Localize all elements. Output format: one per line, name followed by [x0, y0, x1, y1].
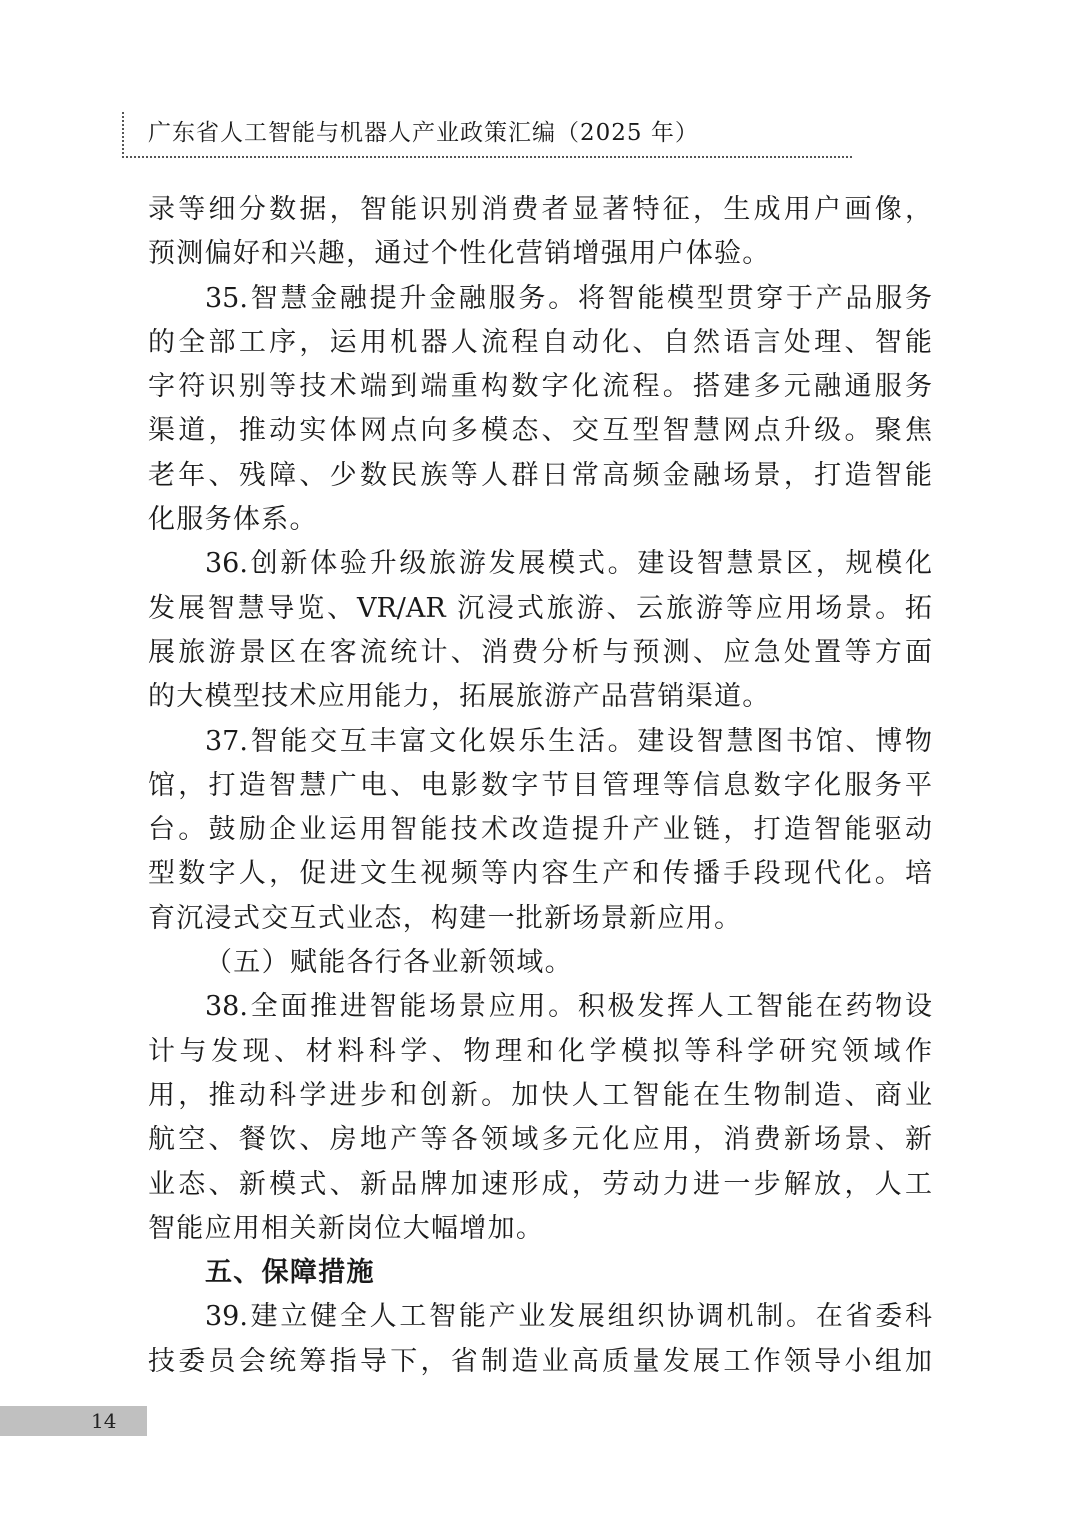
text-line: 发展智慧导览、VR/AR 沉浸式旅游、云旅游等应用场景。拓	[148, 592, 932, 624]
text-line: 技委员会统筹指导下，省制造业高质量发展工作领导小组加	[148, 1345, 932, 1377]
text-line: 育沉浸式交互式业态，构建一批新场景新应用。	[148, 902, 743, 934]
text-line: 计与发现、材料科学、物理和化学模拟等科学研究领域作	[148, 1035, 932, 1067]
body-text	[148, 188, 932, 1384]
text-line: 化服务体系。	[148, 504, 318, 536]
text-line: 台。鼓励企业运用智能技术改造提升产业链，打造智能驱动	[148, 814, 932, 846]
text-line: 的全部工序，运用机器人流程自动化、自然语言处理、智能	[148, 326, 932, 358]
text-line: 型数字人，促进文生视频等内容生产和传播手段现代化。培	[148, 858, 932, 890]
text-line: 智能应用相关新岗位大幅增加。	[148, 1212, 545, 1244]
section-heading-safeguards: 五、保障措施	[205, 1257, 375, 1289]
item-38-heading-line: 38.全面推进智能场景应用。积极发挥人工智能在药物设	[205, 991, 932, 1023]
text-line: 展旅游景区在客流统计、消费分析与预测、应急处置等方面	[148, 636, 932, 668]
item-35-heading-line: 35.智慧金融提升金融服务。将智能模型贯穿于产品服务	[205, 282, 932, 314]
text-line: 字符识别等技术端到端重构数字化流程。搭建多元融通服务	[148, 371, 932, 403]
section-5-subheading: （五）赋能各行各业新领域。	[205, 947, 573, 979]
text-line: 用，推动科学进步和创新。加快人工智能在生物制造、商业	[148, 1079, 932, 1111]
item-37-heading-line: 37.智能交互丰富文化娱乐生活。建设智慧图书馆、博物	[205, 725, 932, 757]
text-line: 老年、残障、少数民族等人群日常高频金融场景，打造智能	[148, 459, 932, 491]
item-39-heading-line: 39.建立健全人工智能产业发展组织协调机制。在省委科	[205, 1301, 932, 1333]
page-number-box	[0, 1406, 147, 1436]
text-line: 馆，打造智慧广电、电影数字节目管理等信息数字化服务平	[148, 769, 932, 801]
text-line: 录等细分数据，智能识别消费者显著特征，生成用户画像，	[148, 194, 932, 225]
item-36-heading-line: 36.创新体验升级旅游发展模式。建设智慧景区，规模化	[205, 548, 932, 580]
text-line: 业态、新模式、新品牌加速形成，劳动力进一步解放，人工	[148, 1168, 932, 1200]
text-line: 预测偏好和兴趣，通过个性化营销增强用户体验。	[148, 238, 771, 270]
running-header	[122, 112, 852, 158]
text-line: 的大模型技术应用能力，拓展旅游产品营销渠道。	[148, 681, 771, 713]
header-title: 广东省人工智能与机器人产业政策汇编（2025 年）	[148, 120, 699, 146]
text-line: 渠道，推动实体网点向多模态、交互型智慧网点升级。聚焦	[148, 415, 932, 447]
text-line: 航空、餐饮、房地产等各领域多元化应用，消费新场景、新	[148, 1124, 932, 1156]
page-number: 14	[91, 1409, 117, 1433]
